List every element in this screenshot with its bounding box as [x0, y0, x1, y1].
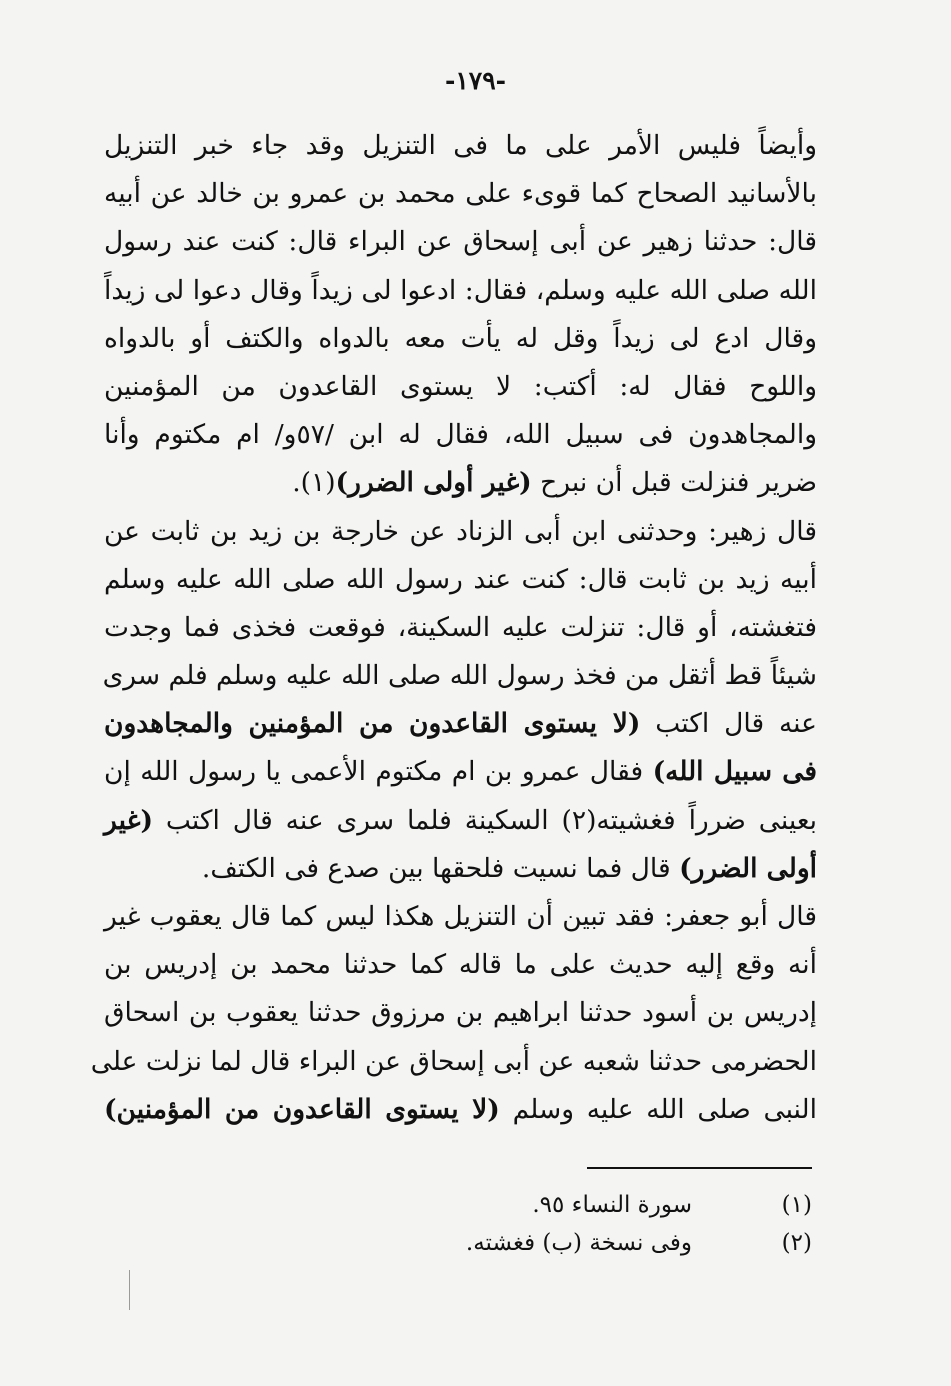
page-number: -١٧٩- — [444, 66, 507, 95]
text-line — [104, 845, 817, 893]
footnote — [340, 1186, 812, 1224]
text-run: بالأسانيد الصحاح كما قوىء على محمد بن عمرو بن خالد عن أبيه — [104, 178, 817, 210]
text-run: بعينى ضرراً فغشيته(٢) السكينة فلما سرى عنه قال اكتب — [153, 804, 817, 836]
footnote-text: وفى نسخة (ب) فغشته. — [465, 1230, 692, 1256]
text-run: الحضرمى حدثنا شعبه عن أبى إسحاق عن البراء قال لما نزلت على — [90, 1045, 817, 1077]
footnote-separator — [587, 1167, 812, 1169]
text-run: قال زهير: وحدثنى ابن أبى الزناد عن خارجة بن زيد بن ثابت عن — [104, 515, 817, 547]
text-run: قال: حدثنا زهير عن أبى إسحاق عن البراء قال: كنت عند رسول — [104, 226, 817, 258]
text-run: شيئاً قط أثقل من فخذ رسول الله صلى الله عليه وسلم فلم سرى — [102, 660, 817, 692]
text-run: الله صلى الله عليه وسلم، فقال: ادعوا لى زيداً وقال دعوا لى زيداً — [104, 274, 817, 306]
text-run: قال فما نسيت فلحقها بين صدع فى الكتف. — [201, 852, 680, 884]
text-line — [104, 1086, 817, 1134]
quran-quote: أولى الضرر) — [679, 852, 817, 884]
text-line — [104, 411, 817, 459]
footnote-text: سورة النساء ٩٥. — [532, 1192, 692, 1218]
text-line — [104, 267, 817, 315]
text-run: واللوح فقال له: أكتب: لا يستوى القاعدون من المؤمنين — [104, 370, 817, 402]
footnote — [340, 1224, 812, 1262]
text-line — [90, 1038, 817, 1086]
text-run: وأيضاً فليس الأمر على ما فى التنزيل وقد جاء خبر التنزيل — [104, 130, 817, 161]
quran-quote: (غير أولى الضرر) — [335, 467, 532, 499]
quran-quote: (لا يستوى القاعدون من المؤمنين والمجاهدون — [104, 708, 641, 740]
margin-mark — [129, 1270, 130, 1310]
footnotes — [340, 1186, 812, 1262]
text-run: عنه قال اكتب — [640, 708, 817, 740]
quran-quote: (لا يستوى القاعدون من المؤمنين) — [104, 1093, 500, 1125]
text-line — [104, 315, 817, 363]
footnote-mark: (٢) — [781, 1230, 812, 1256]
body-text — [90, 122, 817, 1134]
text-line — [104, 893, 817, 941]
footnote-mark: (١) — [781, 1192, 812, 1218]
text-line — [104, 748, 817, 796]
text-run: النبى صلى الله عليه وسلم — [499, 1093, 817, 1125]
text-line — [104, 218, 817, 266]
paragraph — [90, 893, 817, 1134]
text-run: أنه وقع إليه حديث على ما قاله كما حدثنا محمد بن إدريس بن — [104, 949, 817, 981]
text-line — [104, 122, 817, 170]
text-line — [104, 652, 817, 700]
text-line — [104, 459, 817, 507]
text-run: والمجاهدون فى سبيل الله، فقال له ابن /٥٧و/ ام مكتوم وأنا — [104, 419, 817, 451]
quran-quote: فى سبيل الله) — [652, 756, 817, 788]
text-run: فقال عمرو بن ام مكتوم الأعمى يا رسول الله إن — [104, 756, 653, 788]
paragraph — [104, 122, 817, 508]
paragraph — [104, 508, 817, 894]
text-line — [104, 604, 817, 652]
quran-quote: (غير — [104, 804, 154, 836]
text-run: فتغشته، أو قال: تنزلت عليه السكينة، فوقعت فخذى فما وجدت — [104, 611, 817, 643]
text-line — [104, 941, 817, 989]
text-line — [104, 170, 817, 218]
text-run: (١). — [292, 467, 336, 499]
text-line — [104, 508, 817, 556]
text-run: إدريس بن أسود حدثنا ابراهيم بن مرزوق حدثنا يعقوب بن اسحاق — [104, 997, 817, 1029]
text-run: وقال ادع لى زيداً وقل له يأت معه بالدواه والكتف أو بالدواه — [104, 322, 817, 354]
text-line — [104, 700, 817, 748]
text-line — [104, 556, 817, 604]
text-run: ضرير فنزلت قبل أن نبرح — [531, 467, 817, 499]
text-run: قال أبو جعفر: فقد تبين أن التنزيل هكذا ليس كما قال يعقوب غير — [104, 901, 817, 932]
text-line — [104, 797, 817, 845]
text-run: أبيه زيد بن ثابت قال: كنت عند رسول الله صلى الله عليه وسلم — [104, 563, 817, 595]
text-line — [104, 363, 817, 411]
text-line — [104, 989, 817, 1037]
